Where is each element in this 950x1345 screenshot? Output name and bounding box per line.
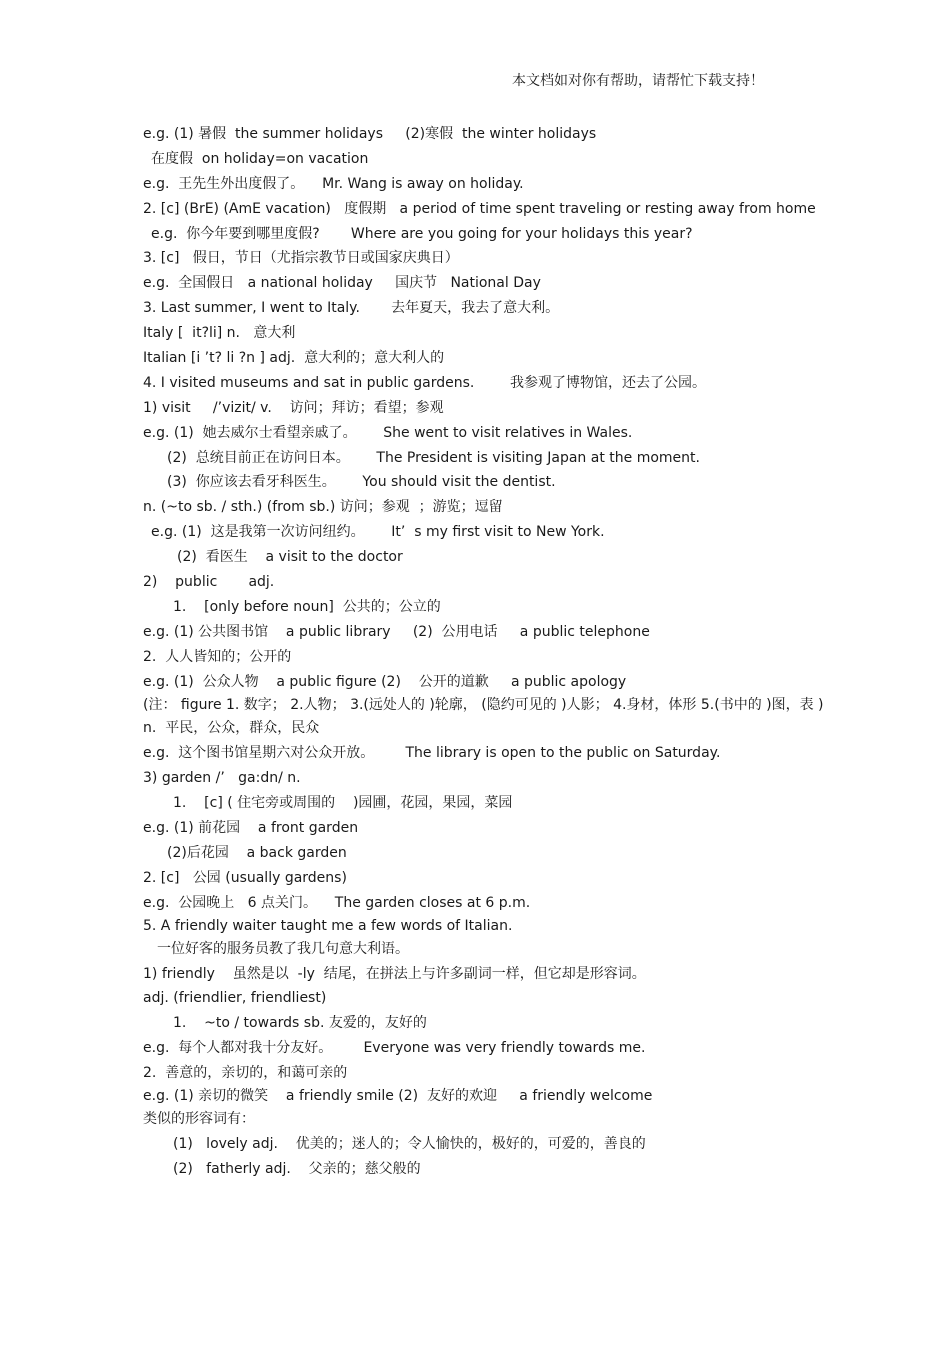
text-line: 5. A friendly waiter taught me a few words of Italian. xyxy=(143,917,513,934)
text-line: 1. ~to / towards sb. 友爱的，友好的 xyxy=(173,1015,427,1032)
text-line: 1) visit /’vizit/ v. 访问；拜访；看望；参观 xyxy=(143,399,444,416)
text-line: (注： figure 1. 数字； 2.人物； 3.(远处人的 )轮廓， (隐约可见的 )人影； 4.身材，体形 5.(书中的 )图，表 ) xyxy=(143,697,824,714)
text-line: Italian [i ’t? li ?n ] adj. 意大利的；意大利人的 xyxy=(143,350,445,367)
text-line: (2) fatherly adj. 父亲的；慈父般的 xyxy=(173,1160,421,1177)
text-line: Italy [ it?li] n. 意大利 xyxy=(143,325,296,342)
text-line: n. 平民，公众，群众，民众 xyxy=(143,720,320,737)
text-line: e.g. 公园晚上 6 点关门。 The garden closes at 6 p.m. xyxy=(143,894,531,911)
text-line: e.g. (1) 这是我第一次访问纽约。 It’ s my first visit to New York. xyxy=(151,524,605,541)
document-body xyxy=(143,122,833,1182)
text-line: 2. [c] 公园 (usually gardens) xyxy=(143,869,347,886)
text-line: e.g. (1) 公共图书馆 a public library (2) 公用电话 a public telephone xyxy=(143,623,650,640)
text-line: 1. [c] ( 住宅旁或周围的 )园圃，花园，果园，菜园 xyxy=(173,795,513,812)
text-line: 1) friendly 虽然是以 -ly 结尾，在拼法上与许多副词一样，但它却是形容词。 xyxy=(143,965,646,982)
text-line: 3. [c] 假日，节日（尤指宗教节日或国家庆典日） xyxy=(143,250,459,267)
text-line: e.g. (1) 她去威尔士看望亲戚了。 She went to visit relatives in Wales. xyxy=(143,424,633,441)
text-line: 4. I visited museums and sat in public gardens. 我参观了博物馆，还去了公园。 xyxy=(143,374,706,391)
text-line: e.g. (1) 公众人物 a public figure (2) 公开的道歉 a public apology xyxy=(143,673,627,690)
text-line: e.g. 这个图书馆星期六对公众开放。 The library is open to the public on Saturday. xyxy=(143,745,721,762)
text-line: e.g. (1) 亲切的微笑 a friendly smile (2) 友好的欢迎 a friendly welcome xyxy=(143,1087,653,1104)
text-line: 类似的形容词有： xyxy=(143,1110,255,1127)
text-line: (2) 总统目前正在访问日本。 The President is visiting Japan at the moment. xyxy=(167,449,700,466)
text-line: e.g. (1) 前花园 a front garden xyxy=(143,820,359,837)
text-line: (3) 你应该去看牙科医生。 You should visit the dentist. xyxy=(167,474,556,491)
text-line: e.g. 你今年要到哪里度假? Where are you going for your holidays this year? xyxy=(151,225,693,242)
text-line: e.g. (1) 暑假 the summer holidays (2)寒假 the winter holidays xyxy=(143,126,597,142)
text-line: (2) 看医生 a visit to the doctor xyxy=(177,549,403,566)
text-line: 2. 善意的，亲切的，和蔼可亲的 xyxy=(143,1065,348,1082)
text-line: (1) lovely adj. 优美的；迷人的；令人愉快的，极好的，可爱的，善良的 xyxy=(173,1135,646,1152)
header-note: 本文档如对你有帮助，请帮忙下载支持！ xyxy=(512,73,764,89)
text-line: e.g. 王先生外出度假了。 Mr. Wang is away on holiday. xyxy=(143,175,524,192)
text-line: 2. [c] (BrE) (AmE vacation) 度假期 a period of time spent traveling or resting away from home xyxy=(143,200,816,217)
text-line: n. (~to sb. / sth.) (from sb.) 访问；参观 ；游览；逗留 xyxy=(143,499,503,516)
text-line: 2) public adj. xyxy=(143,574,275,591)
text-line: 1. [only before noun] 公共的；公立的 xyxy=(173,598,441,615)
text-line: 3) garden /’ ga:dn/ n. xyxy=(143,770,301,787)
text-line: 在度假 on holiday=on vacation xyxy=(151,150,369,167)
text-line: (2)后花园 a back garden xyxy=(167,844,347,861)
text-line: 2. 人人皆知的；公开的 xyxy=(143,648,292,665)
text-line: 一位好客的服务员教了我几句意大利语。 xyxy=(157,940,409,957)
text-line: e.g. 每个人都对我十分友好。 Everyone was very friendly towards me. xyxy=(143,1040,646,1057)
text-line: 3. Last summer, I went to Italy. 去年夏天，我去了意大利。 xyxy=(143,300,560,317)
text-line: adj. (friendlier, friendliest) xyxy=(143,990,327,1007)
text-line: e.g. 全国假日 a national holiday 国庆节 National Day xyxy=(143,275,541,292)
